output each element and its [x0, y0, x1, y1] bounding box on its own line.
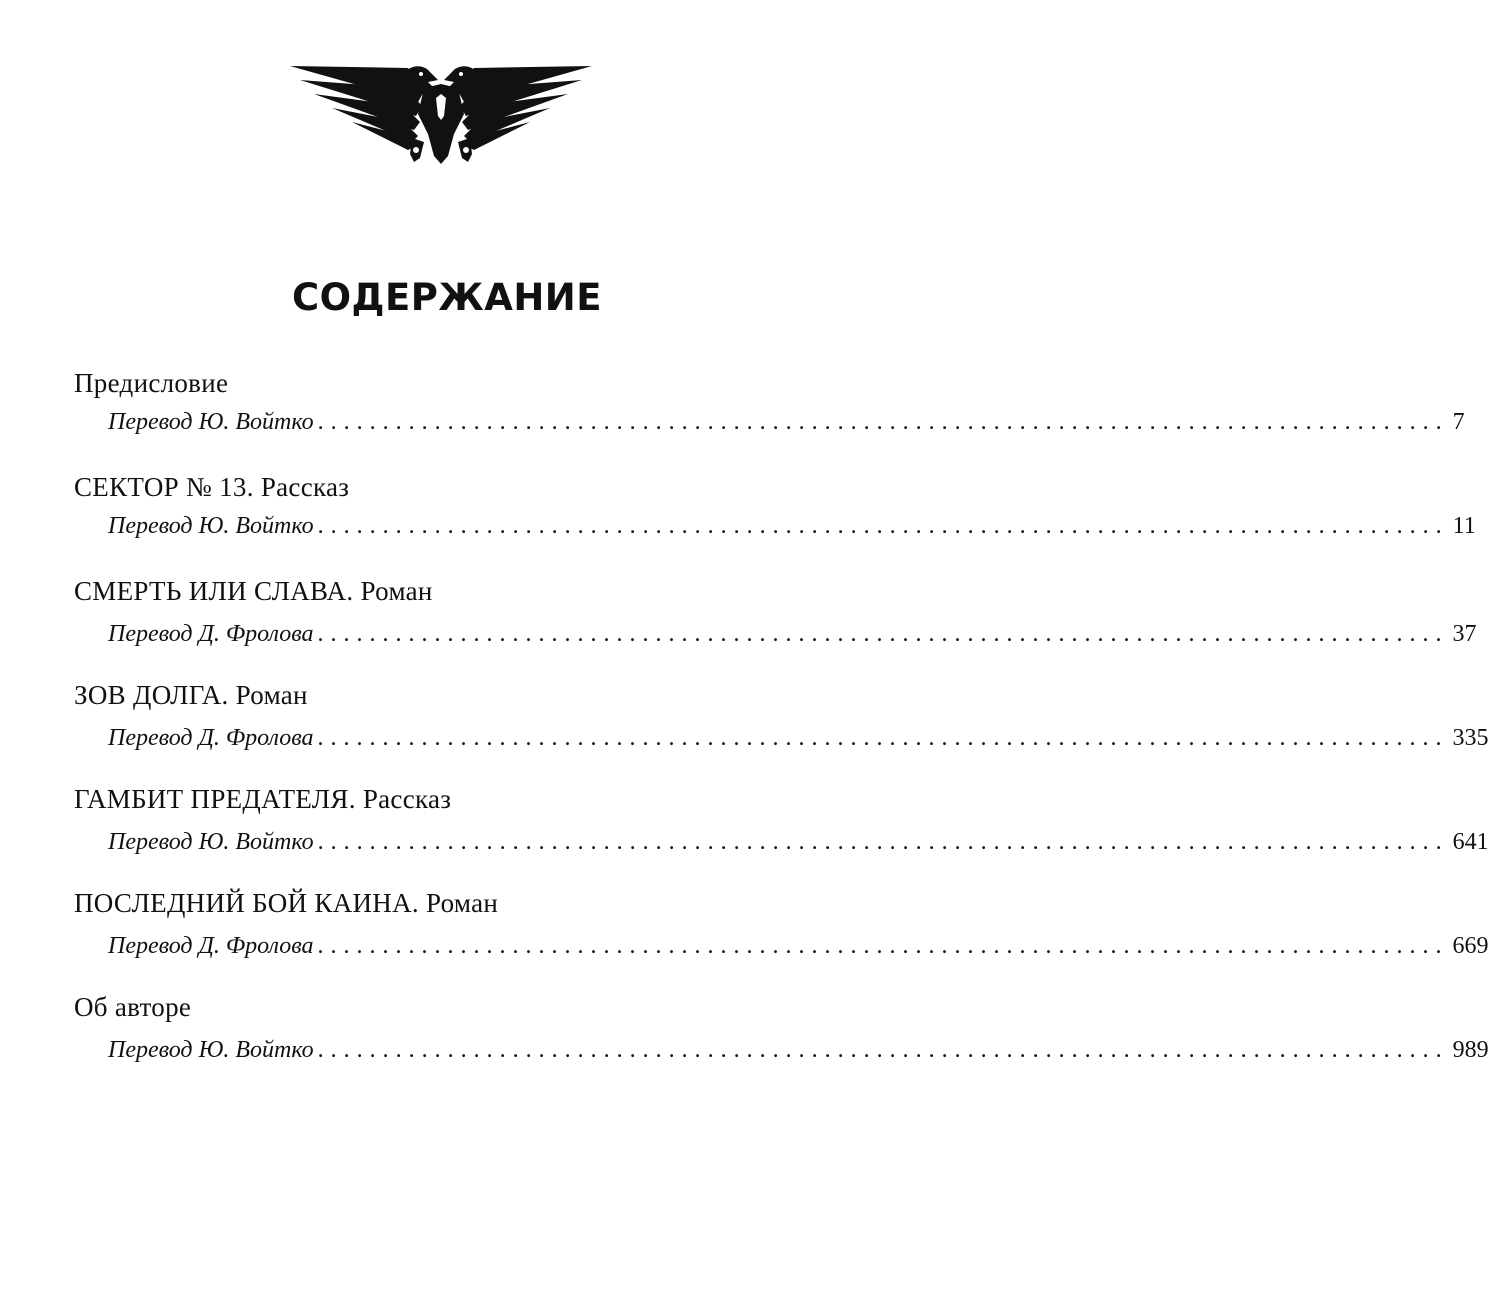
dot-leader: .......................................................................................: [317, 725, 1449, 751]
toc-entry[interactable]: [74, 990, 1489, 1094]
entry-line: [108, 826, 1489, 858]
toc-entry[interactable]: [74, 470, 1476, 574]
dot-leader: .......................................................................................: [317, 409, 1449, 435]
entry-line: [108, 510, 1476, 542]
entry-title: Об авторе: [74, 992, 192, 1022]
entry-line: [108, 930, 1489, 962]
entry-title: СМЕРТЬ ИЛИ СЛАВА. Роман: [74, 576, 433, 606]
entry-title: Предисловие: [74, 368, 229, 398]
toc-entry[interactable]: [74, 678, 1489, 782]
dot-leader: .......................................................................................: [317, 933, 1449, 959]
entry-page-number: 335: [1452, 725, 1489, 751]
entry-page-number: 669: [1452, 933, 1489, 959]
toc-entry[interactable]: [74, 574, 1477, 678]
entry-line: [108, 618, 1477, 650]
entry-line: [108, 1034, 1489, 1066]
entry-page-number: 989: [1452, 1037, 1489, 1063]
entry-translator: Перевод Ю. Войтко: [108, 1037, 314, 1063]
entry-line: [108, 406, 1465, 438]
entry-page-number: 7: [1452, 409, 1465, 435]
entry-translator: Перевод Д. Фролова: [108, 725, 314, 751]
page-title: СОДЕРЖАНИЕ: [291, 276, 603, 319]
toc-entry[interactable]: [74, 886, 1489, 990]
dot-leader: .......................................................................................: [317, 513, 1449, 539]
entry-translator: Перевод Ю. Войтко: [108, 829, 314, 855]
entry-title: ПОСЛЕДНИЙ БОЙ КАИНА. Роман: [74, 888, 499, 918]
entry-page-number: 11: [1452, 513, 1476, 539]
entry-title: ЗОВ ДОЛГА. Роман: [74, 680, 308, 710]
toc-entry[interactable]: [74, 782, 1489, 886]
toc-entry[interactable]: [74, 366, 1465, 470]
entry-translator: Перевод Ю. Войтко: [108, 409, 314, 435]
entry-page-number: 641: [1452, 829, 1489, 855]
entry-title: СЕКТОР № 13. Рассказ: [74, 472, 350, 502]
dot-leader: .......................................................................................: [317, 829, 1449, 855]
dot-leader: .......................................................................................: [317, 1037, 1449, 1063]
entry-line: [108, 722, 1489, 754]
entry-page-number: 37: [1452, 621, 1477, 647]
imperial-aquila-icon: [288, 58, 594, 166]
entry-translator: Перевод Д. Фролова: [108, 933, 314, 959]
dot-leader: .......................................................................................: [317, 621, 1449, 647]
entry-translator: Перевод Д. Фролова: [108, 621, 314, 647]
entry-translator: Перевод Ю. Войтко: [108, 513, 314, 539]
entry-title: ГАМБИТ ПРЕДАТЕЛЯ. Рассказ: [74, 784, 452, 814]
table-of-contents: [74, 366, 1489, 1094]
